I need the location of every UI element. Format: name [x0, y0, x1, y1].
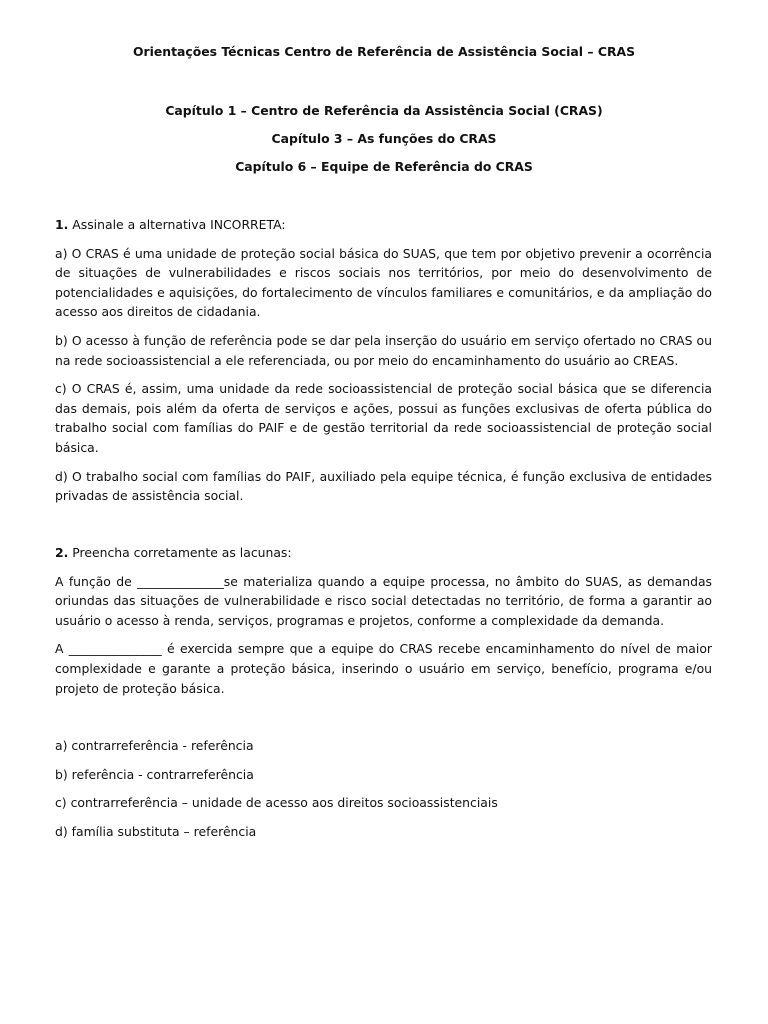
document-title: Orientações Técnicas Centro de Referência de Assistência Social – CRAS — [132, 44, 636, 59]
question-2-option-c: c) contrarreferência – unidade de acesso aos direitos socioassistenciais — [55, 795, 498, 810]
question-2-paragraph: A _______________ é exercida sempre que a equipe do CRAS recebe encaminhamento do nível de maior complexidade e garante a proteção básica, inserindo o usuário em serviço, benefício, programa e/ou projeto de proteção básica. — [55, 641, 712, 696]
question-prompt: Assinale a alternativa INCORRETA: — [72, 217, 286, 232]
question-1-heading — [55, 215, 712, 235]
question-1 — [55, 215, 712, 506]
question-1-option-d: d) O trabalho social com famílias do PAIF, auxiliado pela equipe técnica, é função exclusiva de entidades privadas de assistência social. — [55, 468, 712, 504]
question-1-option-c: c) O CRAS é, assim, uma unidade da rede socioassistencial de proteção social básica que se diferencia das demais, pois além da oferta de serviços e ações, possui as funções exclusivas de oferta pública do trabalho social com famílias do PAIF e de gestão territorial da rede socioassistencial de proteção social básica. — [55, 381, 712, 455]
chapter-heading: Capítulo 6 – Equipe de Referência do CRAS — [235, 159, 533, 174]
question-2-heading — [55, 543, 712, 563]
question-number: 1. — [55, 217, 69, 232]
question-2-option-b: b) referência - contrarreferência — [55, 767, 254, 782]
chapter-heading: Capítulo 1 – Centro de Referência da Assistência Social (CRAS) — [165, 103, 603, 118]
chapter-list — [0, 103, 768, 187]
question-2 — [55, 543, 712, 698]
question-2-paragraph: A função de ______________se materializa quando a equipe processa, no âmbito do SUAS, as demandas oriundas das situações de vulnerabilidade e risco social detectadas no território, de forma a garantir ao usuário o acesso à renda, serviços, programas e projetos, conforme a complexidade da demanda. — [55, 573, 712, 628]
chapter-heading: Capítulo 3 – As funções do CRAS — [271, 131, 497, 146]
question-number: 2. — [55, 545, 69, 560]
question-2-option-a: a) contrarreferência - referência — [55, 738, 254, 753]
question-1-option-a: a) O CRAS é uma unidade de proteção social básica do SUAS, que tem por objetivo prevenir a ocorrência de situações de vulnerabilidades e riscos sociais nos territórios, por meio do desenvolvimento de potencialidades e aquisições, do fortalecimento de vínculos familiares e comunitários, e da ampliação do acesso aos direitos de cidadania. — [55, 245, 712, 320]
question-2-option-d: d) família substituta – referência — [55, 824, 257, 839]
question-prompt: Preencha corretamente as lacunas: — [72, 545, 292, 560]
question-1-option-b: b) O acesso à função de referência pode se dar pela inserção do usuário em serviço ofertado no CRAS ou na rede socioassistencial a ele referenciada, ou por meio do encaminhamento do usuário ao CREAS. — [55, 332, 712, 368]
